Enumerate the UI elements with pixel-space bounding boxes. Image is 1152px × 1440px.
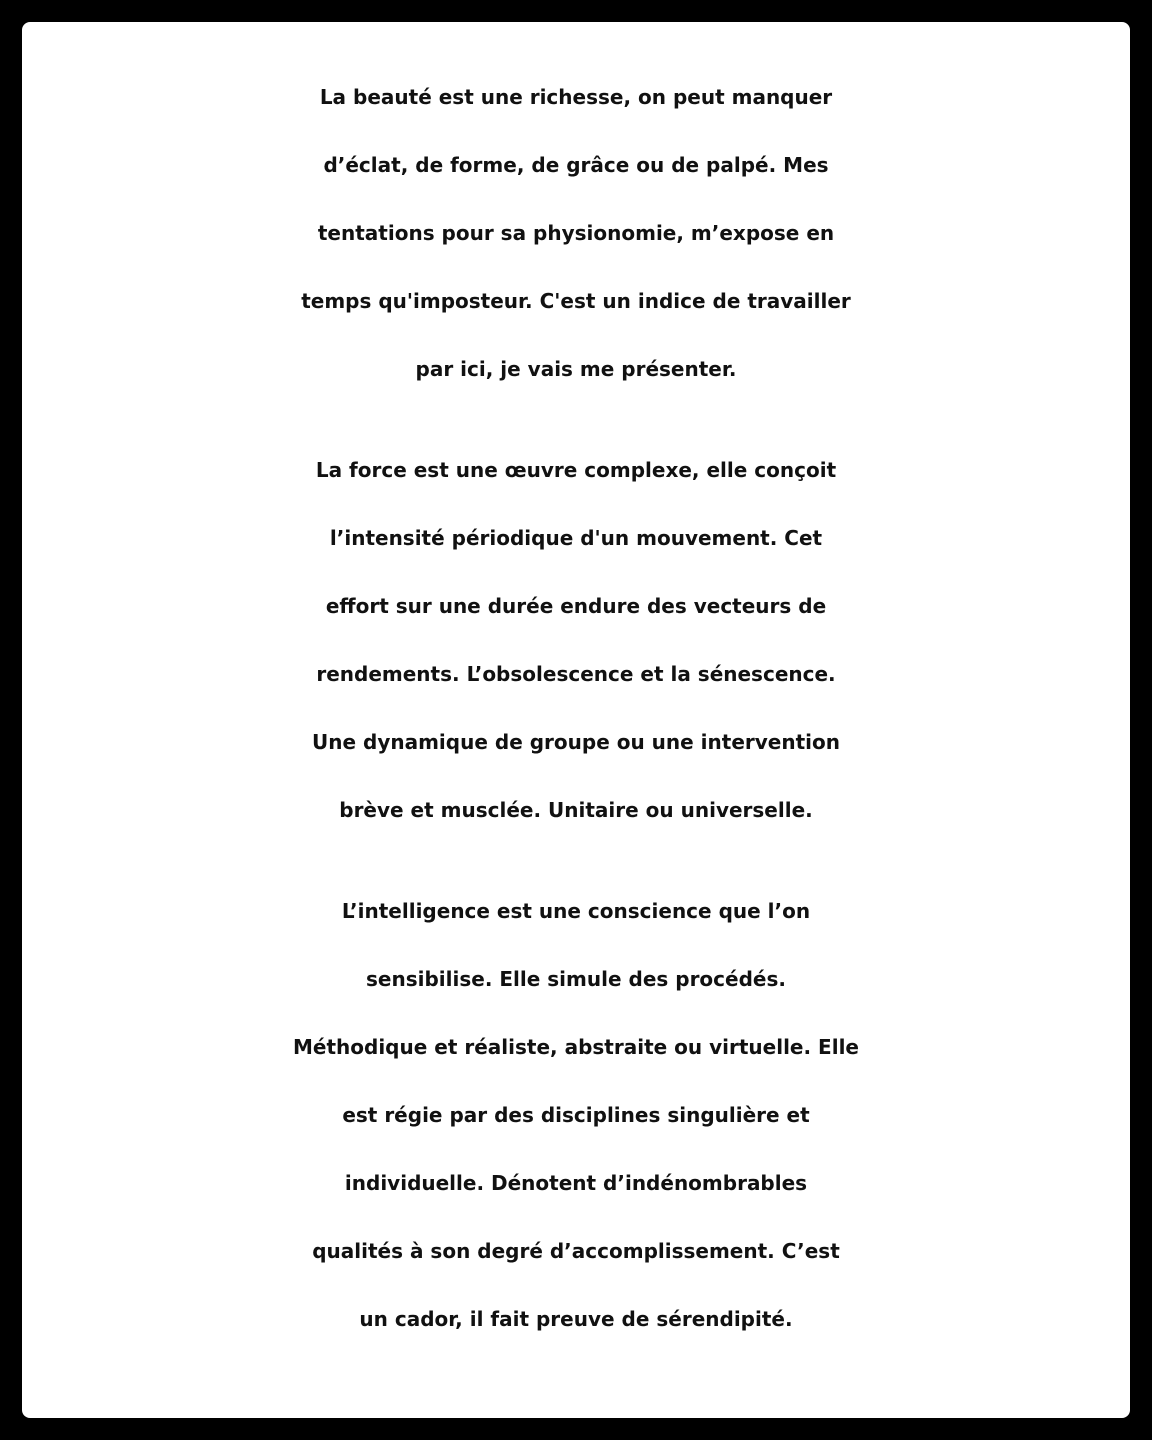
paragraph-line: Méthodique et réaliste, abstraite ou virtuelle. Elle xyxy=(293,1035,859,1059)
paragraph-line: L’intelligence est une conscience que l’on xyxy=(341,899,811,923)
paragraph-line: rendements. L’obsolescence et la sénescence. xyxy=(316,662,836,686)
paragraph-line: qualités à son degré d’accomplissement. C’est xyxy=(312,1239,840,1263)
paragraph-line: sensibilise. Elle simule des procédés. xyxy=(366,967,786,991)
paragraph-beauty xyxy=(22,63,1130,403)
paragraph-line: par ici, je vais me présenter. xyxy=(415,357,737,381)
paragraph-line: individuelle. Dénotent d’indénombrables xyxy=(344,1171,808,1195)
paragraph-line: tentations pour sa physionomie, m’expose en xyxy=(317,221,835,245)
paragraph-line: effort sur une durée endure des vecteurs de xyxy=(325,594,827,618)
paragraph-line: est régie par des disciplines singulière et xyxy=(342,1103,810,1127)
paragraph-line: temps qu'imposteur. C'est un indice de travailler xyxy=(301,289,851,313)
paragraph-force xyxy=(22,436,1130,844)
paragraph-line: La beauté est une richesse, on peut manquer xyxy=(319,85,833,109)
paragraph-line: brève et musclée. Unitaire ou universelle. xyxy=(339,798,813,822)
paragraph-intelligence xyxy=(22,877,1130,1353)
paragraph-line: l’intensité périodique d'un mouvement. Cet xyxy=(329,526,823,550)
paragraph-line: La force est une œuvre complexe, elle conçoit xyxy=(315,458,837,482)
paragraph-line: d’éclat, de forme, de grâce ou de palpé. Mes xyxy=(323,153,829,177)
paragraph-line: un cador, il fait preuve de sérendipité. xyxy=(359,1307,793,1331)
paragraph-line: Une dynamique de groupe ou une intervention xyxy=(312,730,840,754)
text-card xyxy=(22,22,1130,1418)
